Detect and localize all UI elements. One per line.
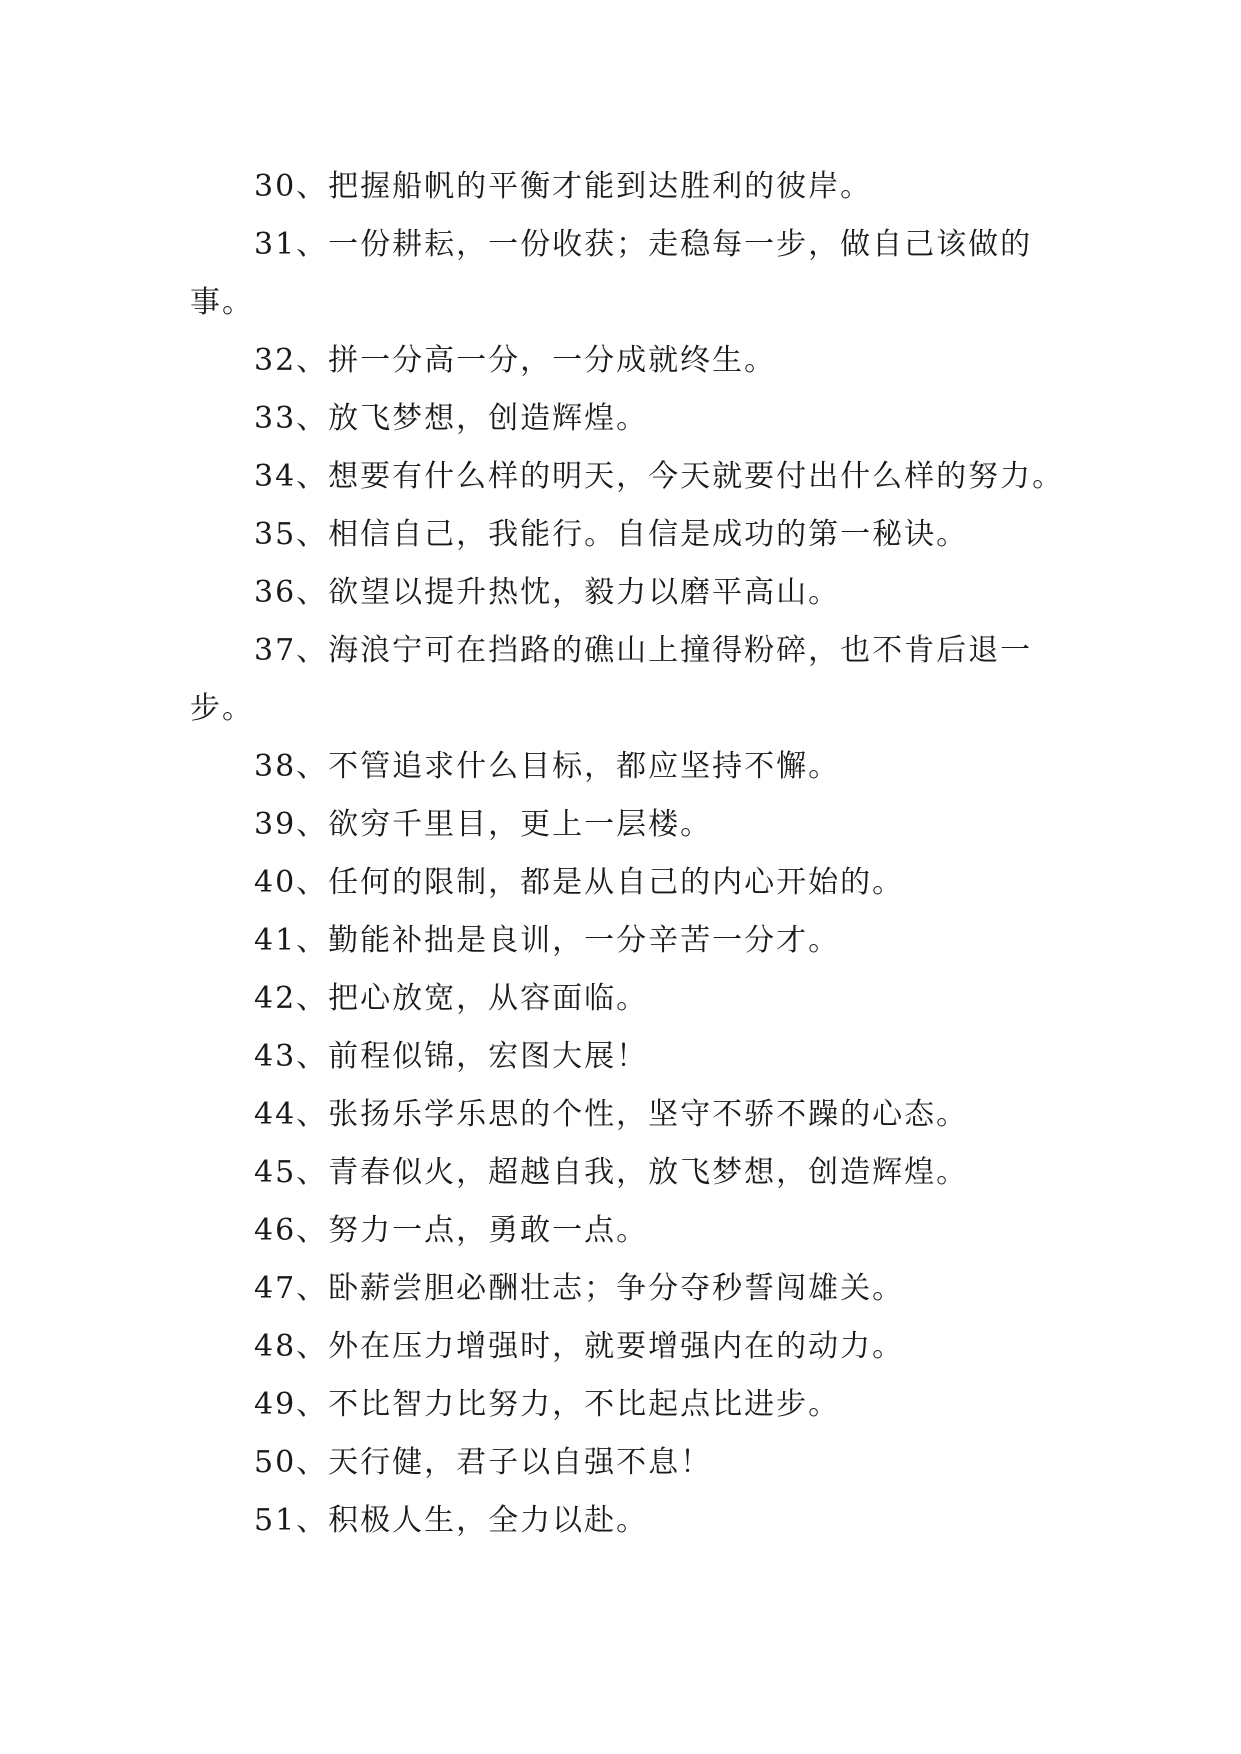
text-line: 44、张扬乐学乐思的个性，坚守不骄不躁的心态。	[254, 1097, 969, 1132]
text-line: 事。	[190, 285, 254, 320]
text-line: 37、海浪宁可在挡路的礁山上撞得粉碎，也不肯后退一	[254, 633, 1033, 668]
text-line: 51、积极人生，全力以赴。	[254, 1503, 649, 1538]
text-line: 48、外在压力增强时，就要增强内在的动力。	[254, 1329, 905, 1364]
text-line: 42、把心放宽，从容面临。	[254, 981, 649, 1016]
text-line: 34、想要有什么样的明天，今天就要付出什么样的努力。	[254, 459, 1065, 494]
text-line: 47、卧薪尝胆必酬壮志；争分夺秒誓闯雄关。	[254, 1271, 905, 1306]
text-line: 45、青春似火，超越自我，放飞梦想，创造辉煌。	[254, 1155, 969, 1190]
text-line: 36、欲望以提升热忱，毅力以磨平高山。	[254, 575, 841, 610]
text-line: 33、放飞梦想，创造辉煌。	[254, 401, 649, 436]
text-line: 43、前程似锦，宏图大展！	[254, 1039, 649, 1074]
text-line: 步。	[190, 691, 254, 726]
text-line: 35、相信自己，我能行。自信是成功的第一秘诀。	[254, 517, 969, 552]
text-line: 32、拼一分高一分，一分成就终生。	[254, 343, 777, 378]
text-line: 50、天行健，君子以自强不息！	[254, 1445, 713, 1480]
text-line: 39、欲穷千里目，更上一层楼。	[254, 807, 713, 842]
text-line: 31、一份耕耘，一份收获；走稳每一步，做自己该做的	[254, 227, 1033, 262]
text-line: 41、勤能补拙是良训，一分辛苦一分才。	[254, 923, 841, 958]
text-line: 40、任何的限制，都是从自己的内心开始的。	[254, 865, 905, 900]
document-body	[190, 158, 1065, 1550]
text-line: 49、不比智力比努力，不比起点比进步。	[254, 1387, 841, 1422]
text-line: 38、不管追求什么目标，都应坚持不懈。	[254, 749, 841, 784]
text-line: 30、把握船帆的平衡才能到达胜利的彼岸。	[254, 169, 873, 204]
text-line: 46、努力一点，勇敢一点。	[254, 1213, 649, 1248]
